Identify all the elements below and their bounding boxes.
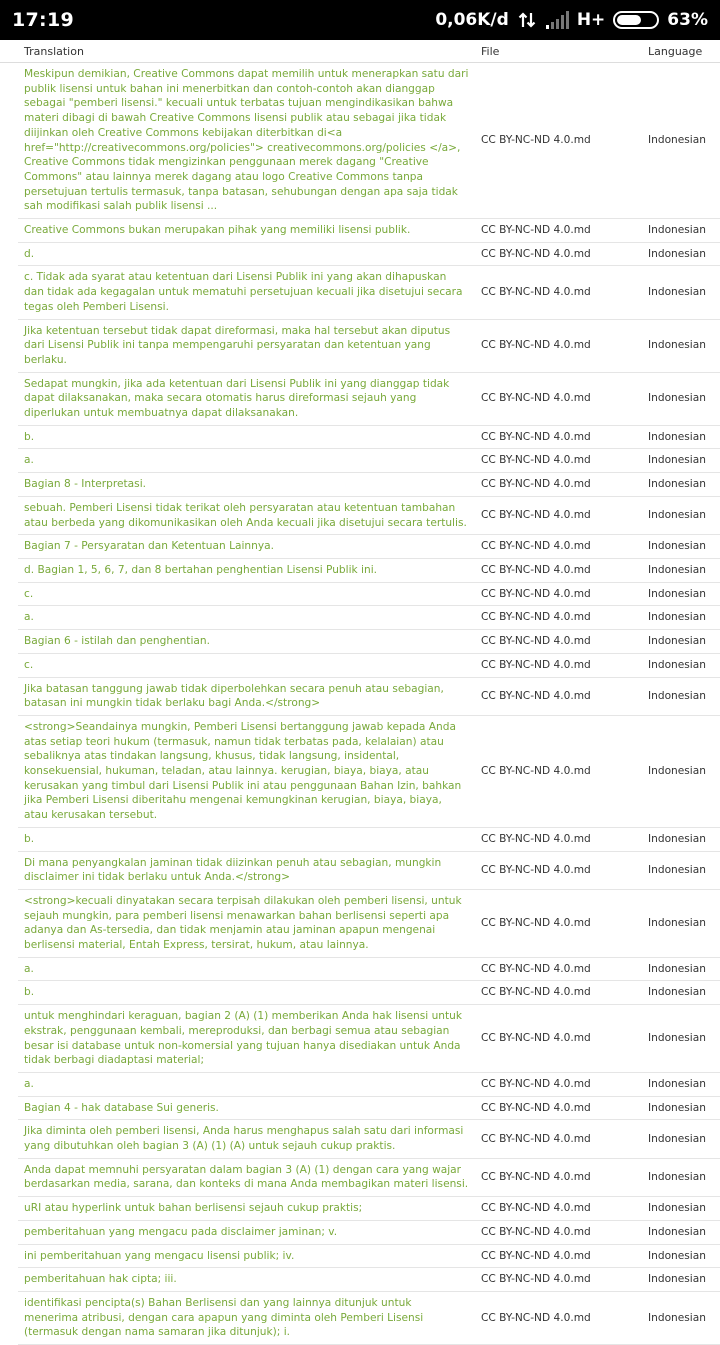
row-spacer <box>0 425 18 449</box>
language-cell: Indonesian <box>642 1197 720 1221</box>
row-spacer <box>0 473 18 497</box>
language-cell: Indonesian <box>642 496 720 534</box>
file-cell: CC BY-NC-ND 4.0.md <box>475 1292 642 1345</box>
file-cell: CC BY-NC-ND 4.0.md <box>475 889 642 957</box>
translation-list[interactable] <box>0 40 720 1339</box>
table-row[interactable] <box>0 851 720 889</box>
translation-cell: Bagian 4 - hak database Sui generis. <box>18 1096 475 1120</box>
row-spacer <box>0 219 18 243</box>
data-transfer-icon <box>517 10 537 30</box>
file-cell: CC BY-NC-ND 4.0.md <box>475 1120 642 1158</box>
row-spacer <box>0 449 18 473</box>
file-cell: CC BY-NC-ND 4.0.md <box>475 266 642 319</box>
language-cell: Indonesian <box>642 582 720 606</box>
table-row[interactable] <box>0 889 720 957</box>
translation-cell: b. <box>18 827 475 851</box>
translation-cell: Bagian 7 - Persyaratan dan Ketentuan Lainnya. <box>18 535 475 559</box>
table-row[interactable] <box>0 496 720 534</box>
file-cell: CC BY-NC-ND 4.0.md <box>475 496 642 534</box>
language-cell: Indonesian <box>642 1072 720 1096</box>
status-time: 17:19 <box>12 9 74 31</box>
table-row[interactable] <box>0 372 720 425</box>
translation-cell: <strong>Seandainya mungkin, Pemberi Lisensi bertanggung jawab kepada Anda atas setiap teori hukum (termasuk, namun tidak terbatas pada, kelalaian) atau sebaliknya atas tindakan langsung, khusus, tidak langsung, insidental, konsekuensial, hukuman, teladan, atau lainnya. kerugian, biaya, biaya, atau kerusakan yang timbul dari Lisensi Publik ini atau penggunaan Bahan Izin, bahkan jika Pemberi Lisensi diberitahu mengenai kemungkinan kerugian, biaya, biaya, atau kerusakan tersebut. <box>18 715 475 827</box>
row-spacer <box>0 1158 18 1196</box>
language-cell: Indonesian <box>642 653 720 677</box>
language-cell: Indonesian <box>642 558 720 582</box>
file-cell: CC BY-NC-ND 4.0.md <box>475 319 642 372</box>
language-cell: Indonesian <box>642 242 720 266</box>
language-cell: Indonesian <box>642 851 720 889</box>
file-cell: CC BY-NC-ND 4.0.md <box>475 558 642 582</box>
column-header-language[interactable]: Language <box>642 40 720 63</box>
file-cell: CC BY-NC-ND 4.0.md <box>475 981 642 1005</box>
file-cell: CC BY-NC-ND 4.0.md <box>475 1096 642 1120</box>
row-spacer <box>0 851 18 889</box>
translation-cell: pemberitahuan hak cipta; iii. <box>18 1268 475 1292</box>
language-cell: Indonesian <box>642 535 720 559</box>
table-row[interactable] <box>0 1244 720 1268</box>
translation-cell: Anda dapat memnuhi persyaratan dalam bagian 3 (A) (1) dengan cara yang wajar berdasarkan media, sarana, dan konteks di mana Anda membagikan materi lisensi. <box>18 1158 475 1196</box>
table-row[interactable] <box>0 473 720 497</box>
language-cell: Indonesian <box>642 957 720 981</box>
file-cell: CC BY-NC-ND 4.0.md <box>475 630 642 654</box>
language-cell: Indonesian <box>642 1158 720 1196</box>
battery-icon <box>613 11 659 29</box>
network-speed: 0,06K/d <box>435 10 509 30</box>
table-row[interactable] <box>0 242 720 266</box>
file-cell: CC BY-NC-ND 4.0.md <box>475 1244 642 1268</box>
table-row[interactable] <box>0 1197 720 1221</box>
file-cell: CC BY-NC-ND 4.0.md <box>475 677 642 715</box>
file-cell: CC BY-NC-ND 4.0.md <box>475 1158 642 1196</box>
table-row[interactable] <box>0 1120 720 1158</box>
table-row[interactable] <box>0 582 720 606</box>
file-cell: CC BY-NC-ND 4.0.md <box>475 1005 642 1073</box>
language-cell: Indonesian <box>642 606 720 630</box>
translations-table <box>0 40 720 1345</box>
translation-cell: Meskipun demikian, Creative Commons dapat memilih untuk menerapkan satu dari publik lisensi untuk bahan ini menerbitkan dan contoh-contoh akan dianggap sebagai "pemberi lisensi." kecuali untuk terbatas tujuan mengindikasikan bahwa materi dibagi di bawah Creative Commons lisensi publik atau sebagai jika tidak diijinkan oleh Creative Commons kebijakan diterbitkan di<a href="http://creativecommons.org/policies"> creativecommons.org/policies </a>, Creative Commons tidak mengizinkan penggunaan merek dagang "Creative Commons" atau lainnya merek dagang atau logo Creative Commons tanpa persetujuan tertulis termasuk, tanpa batasan, sehubungan dengan apa saja tidak sah modifikasi salah publik lisensi ... <box>18 63 475 219</box>
language-cell: Indonesian <box>642 1220 720 1244</box>
file-cell: CC BY-NC-ND 4.0.md <box>475 957 642 981</box>
row-spacer <box>0 1292 18 1345</box>
table-row[interactable] <box>0 981 720 1005</box>
network-type: H+ <box>576 10 606 30</box>
translation-cell: b. <box>18 425 475 449</box>
language-cell: Indonesian <box>642 449 720 473</box>
translation-cell: untuk menghindari keraguan, bagian 2 (A) (1) memberikan Anda hak lisensi untuk ekstrak, penggunaan kembali, mereproduksi, dan berbagi semua atau sebagian besar isi database untuk non-komersial yang tujuan hanya disediakan untuk Anda tidak berbagi diadaptasi material; <box>18 1005 475 1073</box>
translation-cell: d. <box>18 242 475 266</box>
translation-cell: Bagian 8 - Interpretasi. <box>18 473 475 497</box>
translation-cell: Creative Commons bukan merupakan pihak yang memiliki lisensi publik. <box>18 219 475 243</box>
file-cell: CC BY-NC-ND 4.0.md <box>475 219 642 243</box>
language-cell: Indonesian <box>642 1005 720 1073</box>
file-cell: CC BY-NC-ND 4.0.md <box>475 582 642 606</box>
row-spacer <box>0 827 18 851</box>
table-row[interactable] <box>0 827 720 851</box>
row-spacer <box>0 242 18 266</box>
translation-cell: a. <box>18 449 475 473</box>
row-spacer <box>0 266 18 319</box>
row-spacer <box>0 372 18 425</box>
file-cell: CC BY-NC-ND 4.0.md <box>475 1220 642 1244</box>
translation-cell: Bagian 6 - istilah dan penghentian. <box>18 630 475 654</box>
translation-cell: a. <box>18 606 475 630</box>
row-spacer <box>0 715 18 827</box>
row-spacer <box>0 653 18 677</box>
header-spacer <box>0 40 18 63</box>
table-row[interactable] <box>0 653 720 677</box>
translation-cell: Jika batasan tanggung jawab tidak diperbolehkan secara penuh atau sebagian, batasan ini mungkin tidak berlaku bagi Anda.</strong> <box>18 677 475 715</box>
row-spacer <box>0 319 18 372</box>
file-cell: CC BY-NC-ND 4.0.md <box>475 851 642 889</box>
language-cell: Indonesian <box>642 1244 720 1268</box>
table-row[interactable] <box>0 1268 720 1292</box>
file-cell: CC BY-NC-ND 4.0.md <box>475 1197 642 1221</box>
status-bar <box>0 0 720 40</box>
table-row[interactable] <box>0 266 720 319</box>
file-cell: CC BY-NC-ND 4.0.md <box>475 827 642 851</box>
translation-cell: c. <box>18 653 475 677</box>
table-row[interactable] <box>0 957 720 981</box>
file-cell: CC BY-NC-ND 4.0.md <box>475 715 642 827</box>
row-spacer <box>0 1072 18 1096</box>
translation-cell: a. <box>18 957 475 981</box>
file-cell: CC BY-NC-ND 4.0.md <box>475 473 642 497</box>
column-header-translation[interactable]: Translation <box>18 40 475 63</box>
table-row[interactable] <box>0 1096 720 1120</box>
language-cell: Indonesian <box>642 715 720 827</box>
signal-icon <box>545 11 569 29</box>
file-cell: CC BY-NC-ND 4.0.md <box>475 535 642 559</box>
file-cell: CC BY-NC-ND 4.0.md <box>475 63 642 219</box>
table-row[interactable] <box>0 606 720 630</box>
translation-cell: <strong>kecuali dinyatakan secara terpisah dilakukan oleh pemberi lisensi, untuk sejauh mungkin, para pemberi lisensi menawarkan bahan berlisensi seperti apa adanya dan As-tersedia, dan tidak menjamin atau jaminan apapun mengenai berlisensi material, Entah Express, tersirat, hukum, atau lainnya. <box>18 889 475 957</box>
translation-cell: d. Bagian 1, 5, 6, 7, dan 8 bertahan penghentian Lisensi Publik ini. <box>18 558 475 582</box>
row-spacer <box>0 1096 18 1120</box>
row-spacer <box>0 582 18 606</box>
table-row[interactable] <box>0 535 720 559</box>
language-cell: Indonesian <box>642 372 720 425</box>
table-row[interactable] <box>0 1005 720 1073</box>
row-spacer <box>0 1120 18 1158</box>
language-cell: Indonesian <box>642 1120 720 1158</box>
row-spacer <box>0 677 18 715</box>
row-spacer <box>0 606 18 630</box>
table-row[interactable] <box>0 1292 720 1345</box>
language-cell: Indonesian <box>642 425 720 449</box>
file-cell: CC BY-NC-ND 4.0.md <box>475 1072 642 1096</box>
row-spacer <box>0 957 18 981</box>
translation-cell: b. <box>18 981 475 1005</box>
row-spacer <box>0 535 18 559</box>
language-cell: Indonesian <box>642 473 720 497</box>
translation-cell: Sedapat mungkin, jika ada ketentuan dari Lisensi Publik ini yang dianggap tidak dapat dilaksanakan, maka secara otomatis harus direformasi sejauh yang diperlukan untuk membuatnya dapat dilaksanakan. <box>18 372 475 425</box>
row-spacer <box>0 981 18 1005</box>
battery-percent: 63% <box>667 10 708 30</box>
language-cell: Indonesian <box>642 889 720 957</box>
language-cell: Indonesian <box>642 677 720 715</box>
translation-cell: a. <box>18 1072 475 1096</box>
file-cell: CC BY-NC-ND 4.0.md <box>475 653 642 677</box>
translation-cell: Jika ketentuan tersebut tidak dapat direformasi, maka hal tersebut akan diputus dari Lisensi Publik ini tanpa mempengaruhi persyaratan dan ketentuan yang berlaku. <box>18 319 475 372</box>
table-row[interactable] <box>0 1158 720 1196</box>
table-row[interactable] <box>0 558 720 582</box>
battery-level <box>617 15 641 25</box>
translation-cell: uRI atau hyperlink untuk bahan berlisensi sejauh cukup praktis; <box>18 1197 475 1221</box>
translation-cell: ini pemberitahuan yang mengacu lisensi publik; iv. <box>18 1244 475 1268</box>
row-spacer <box>0 1268 18 1292</box>
translation-cell: c. <box>18 582 475 606</box>
translation-cell: identifikasi pencipta(s) Bahan Berlisensi dan yang lainnya ditunjuk untuk menerima atribusi, dengan cara apapun yang diminta oleh Pemberi Lisensi (termasuk dengan nama samaran jika ditunjuk); i. <box>18 1292 475 1345</box>
language-cell: Indonesian <box>642 63 720 219</box>
row-spacer <box>0 1005 18 1073</box>
status-right <box>435 10 708 30</box>
row-spacer <box>0 63 18 219</box>
language-cell: Indonesian <box>642 266 720 319</box>
row-spacer <box>0 1220 18 1244</box>
file-cell: CC BY-NC-ND 4.0.md <box>475 1268 642 1292</box>
table-row[interactable] <box>0 1072 720 1096</box>
table-row[interactable] <box>0 630 720 654</box>
column-header-file[interactable]: File <box>475 40 642 63</box>
language-cell: Indonesian <box>642 827 720 851</box>
translation-cell: c. Tidak ada syarat atau ketentuan dari Lisensi Publik ini yang akan dihapuskan dan tidak ada kegagalan untuk mematuhi persetujuan kecuali jika disetujui secara tegas oleh Pemberi Lisensi. <box>18 266 475 319</box>
row-spacer <box>0 1197 18 1221</box>
language-cell: Indonesian <box>642 1292 720 1345</box>
language-cell: Indonesian <box>642 981 720 1005</box>
row-spacer <box>0 630 18 654</box>
translation-cell: pemberitahuan yang mengacu pada disclaimer jaminan; v. <box>18 1220 475 1244</box>
table-row[interactable] <box>0 449 720 473</box>
language-cell: Indonesian <box>642 319 720 372</box>
language-cell: Indonesian <box>642 630 720 654</box>
table-row[interactable] <box>0 715 720 827</box>
table-row[interactable] <box>0 219 720 243</box>
row-spacer <box>0 496 18 534</box>
file-cell: CC BY-NC-ND 4.0.md <box>475 449 642 473</box>
row-spacer <box>0 558 18 582</box>
file-cell: CC BY-NC-ND 4.0.md <box>475 242 642 266</box>
table-row[interactable] <box>0 63 720 219</box>
file-cell: CC BY-NC-ND 4.0.md <box>475 425 642 449</box>
table-row[interactable] <box>0 677 720 715</box>
table-row[interactable] <box>0 1220 720 1244</box>
language-cell: Indonesian <box>642 1268 720 1292</box>
row-spacer <box>0 889 18 957</box>
language-cell: Indonesian <box>642 219 720 243</box>
file-cell: CC BY-NC-ND 4.0.md <box>475 606 642 630</box>
translation-cell: sebuah. Pemberi Lisensi tidak terikat oleh persyaratan atau ketentuan tambahan atau berbeda yang dikomunikasikan oleh Anda kecuali jika disetujui secara tertulis. <box>18 496 475 534</box>
table-header-row <box>0 40 720 63</box>
translation-cell: Jika diminta oleh pemberi lisensi, Anda harus menghapus salah satu dari informasi yang dibutuhkan oleh bagian 3 (A) (1) (A) untuk sejauh cukup praktis. <box>18 1120 475 1158</box>
row-spacer <box>0 1244 18 1268</box>
translation-cell: Di mana penyangkalan jaminan tidak diizinkan penuh atau sebagian, mungkin disclaimer ini tidak berlaku untuk Anda.</strong> <box>18 851 475 889</box>
table-row[interactable] <box>0 319 720 372</box>
language-cell: Indonesian <box>642 1096 720 1120</box>
table-row[interactable] <box>0 425 720 449</box>
file-cell: CC BY-NC-ND 4.0.md <box>475 372 642 425</box>
